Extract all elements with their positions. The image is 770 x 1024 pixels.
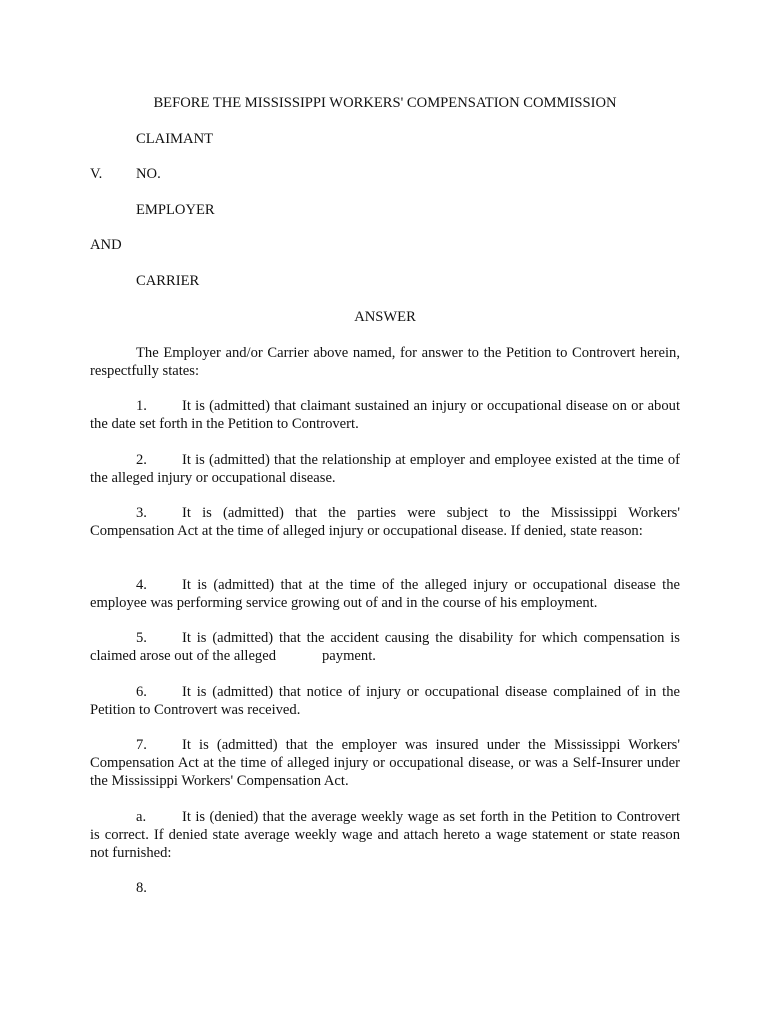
item-number: a. <box>136 809 147 825</box>
item-7 <box>90 736 680 790</box>
intro-text: The Employer and/or Carrier above named, for answer to the Petition to Controvert herein, respectfully states: <box>90 345 680 379</box>
item-number: 8. <box>136 880 147 896</box>
claimant-label: CLAIMANT <box>136 131 214 147</box>
item-text: It is (admitted) that the accident causing the disability for which compensation is claimed arose out of the alleged <box>90 630 680 664</box>
item-number: 7. <box>136 737 147 753</box>
commission-heading: BEFORE THE MISSISSIPPI WORKERS' COMPENSATION COMMISSION <box>153 95 617 111</box>
item-1 <box>90 397 680 433</box>
intro-paragraph <box>90 344 680 380</box>
item-text: It is (admitted) that at the time of the alleged injury or occupational disease the employee was performing service growing out of and in the course of his employment. <box>90 577 680 611</box>
item-number: 5. <box>136 630 147 646</box>
item-number: 2. <box>136 452 147 468</box>
item-text-after-blank: payment. <box>322 648 376 664</box>
item-text: It is (admitted) that the parties were subject to the Mississippi Workers' Compensation Act at the time of alleged injury or occupational disease. If denied, state reason: <box>90 505 680 539</box>
versus-label: V. <box>90 166 103 182</box>
item-text: It is (denied) that the average weekly wage as set forth in the Petition to Controvert is correct. If denied state average weekly wage and attach hereto a wage statement or state reason not furnished: <box>90 809 680 861</box>
item-3 <box>90 504 680 540</box>
item-number: 6. <box>136 684 147 700</box>
item-text: It is (admitted) that notice of injury or occupational disease complained of in the Petition to Controvert was received. <box>90 684 680 718</box>
answer-title: ANSWER <box>354 309 416 325</box>
item-text: It is (admitted) that the employer was insured under the Mississippi Workers' Compensation Act at the time of alleged injury or occupational disease, or was a Self-Insurer under the Mississippi Workers' Compensation Act. <box>90 737 680 789</box>
and-label: AND <box>90 237 122 253</box>
item-number: 1. <box>136 398 147 414</box>
item-5 <box>90 629 680 665</box>
item-text: It is (admitted) that the relationship at employer and employee existed at the time of the alleged injury or occupational disease. <box>90 452 680 486</box>
carrier-label: CARRIER <box>136 273 200 289</box>
item-8 <box>90 879 680 897</box>
item-a <box>90 808 680 862</box>
case-number-label: NO. <box>136 166 161 182</box>
item-text: It is (admitted) that claimant sustained an injury or occupational disease on or about the date set forth in the Petition to Controvert. <box>90 398 680 432</box>
item-6 <box>90 683 680 719</box>
item-number: 3. <box>136 505 147 521</box>
item-number: 4. <box>136 577 147 593</box>
item-4 <box>90 576 680 612</box>
item-2 <box>90 451 680 487</box>
employer-label: EMPLOYER <box>136 202 215 218</box>
